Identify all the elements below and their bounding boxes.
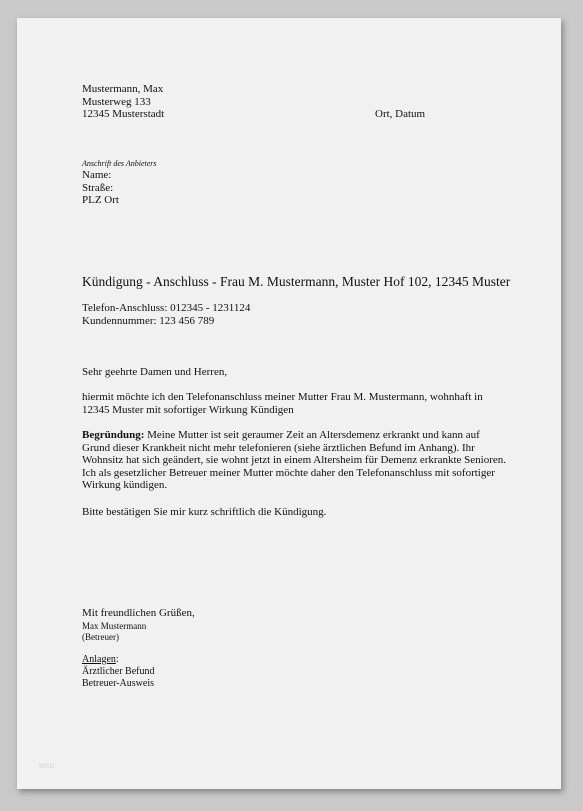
reason-text: Meine Mutter ist seit geraumer Zeit an Altersdemenz erkrankt und kann auf Grund dieser Krankheit nicht mehr telefonieren (siehe ärztlichen Befund im Anhang). Ihr Wohnsitz hat sich geändert, sie wohnt jetzt in einem Altersheim für Demenz erkrankte Senioren. Ich als gesetzlicher Betreuer meiner Mutter möchte daher den Telefonanschluss mit sofortiger Wirkung kündigen. xyxy=(82,429,507,492)
subject-line: Kündigung - Anschluss - Frau M. Mustermann, Muster Hof 102, 12345 Muster xyxy=(82,274,511,289)
recipient-header: Anschrift des Anbieters xyxy=(82,159,157,168)
recipient-city: PLZ Ort xyxy=(82,194,119,206)
phone-line: Telefon-Anschluss: 012345 - 1231124 xyxy=(82,302,251,314)
attachments-block xyxy=(82,654,154,690)
sender-name: Mustermann, Max xyxy=(82,83,164,95)
reason-label: Begründung: xyxy=(82,429,145,441)
recipient-street: Straße: xyxy=(82,181,114,194)
attachments-colon: : xyxy=(115,654,119,665)
attachment-item: Betreuer-Ausweis xyxy=(82,678,154,689)
recipient-name: Name: xyxy=(82,169,112,181)
closing-role: (Betreuer) xyxy=(82,631,119,642)
paragraph-1: hiermit möchte ich den Telefonanschluss meiner Mutter Frau M. Mustermann, wohnhaft in 12345 Muster mit sofortiger Wirkung Kündigen xyxy=(82,391,483,416)
recipient-address xyxy=(82,159,157,207)
sender-address xyxy=(82,83,164,121)
reference-info xyxy=(82,302,250,327)
closing-name: Max Mustermann xyxy=(82,620,147,631)
place-date: Ort, Datum xyxy=(375,108,426,120)
sender-street: Musterweg 133 xyxy=(82,95,151,108)
closing-greeting: Mit freundlichen Grüßen, xyxy=(82,607,195,619)
request-line: Bitte bestätigen Sie mir kurz schriftlich die Kündigung. xyxy=(82,506,327,518)
letter-page xyxy=(17,18,561,789)
customer-number: Kundennummer: 123 456 789 xyxy=(82,314,215,327)
sender-city: 12345 Musterstadt xyxy=(82,108,165,120)
attachment-item: Ärztlicher Befund xyxy=(82,666,155,677)
reason-paragraph xyxy=(82,429,507,492)
attachments-label: Anlagen xyxy=(82,654,116,665)
watermark: tecu xyxy=(39,761,55,770)
closing-block xyxy=(82,607,195,643)
attachments-heading xyxy=(82,654,154,666)
salutation: Sehr geehrte Damen und Herren, xyxy=(82,366,228,378)
